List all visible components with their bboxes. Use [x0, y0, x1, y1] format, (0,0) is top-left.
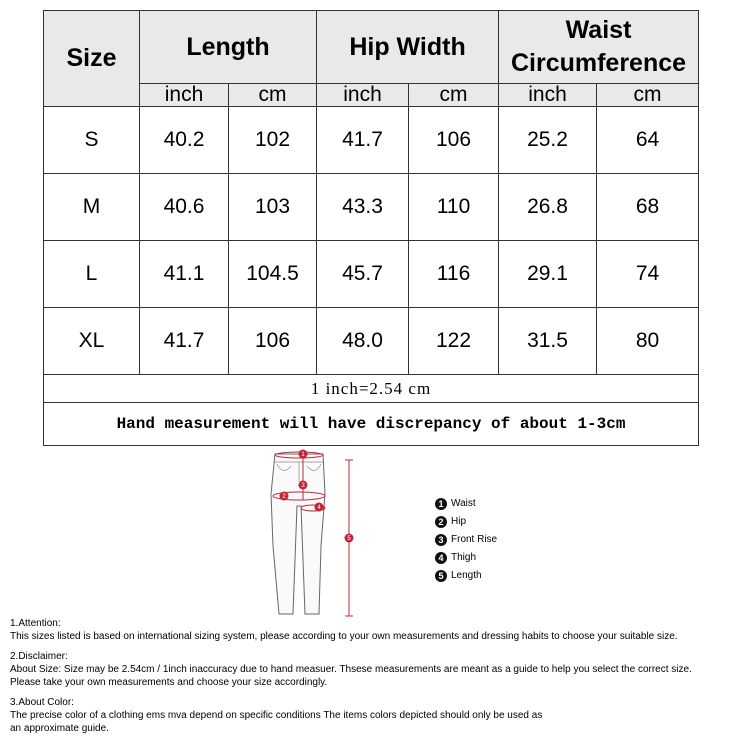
disclaimer-text: Please take your own measurements and choose your size accordingly.: [10, 677, 328, 688]
table-cell: 104.5: [229, 241, 317, 308]
attention-title: 1.Attention:: [10, 618, 61, 629]
length-header: Length: [140, 11, 317, 84]
table-row: [44, 241, 699, 308]
table-cell: 122: [409, 308, 499, 375]
attention-text: This sizes listed is based on international sizing system, please according to your own measurements and dressing habits to choose your suitable size.: [10, 631, 678, 642]
table-cell: 64: [597, 107, 699, 174]
table-cell: 31.5: [499, 308, 597, 375]
legend-item-thigh: [435, 549, 497, 567]
table-cell: 41.7: [317, 107, 409, 174]
marker-label: 1: [301, 452, 305, 458]
measurement-legend: [435, 495, 497, 585]
marker-label: 2: [282, 494, 286, 500]
table-cell: 41.1: [140, 241, 229, 308]
legend-label: Waist: [451, 498, 476, 509]
unit-label: cm: [597, 84, 699, 107]
number-5-icon: 5: [435, 570, 447, 582]
table-cell: 80: [597, 308, 699, 375]
table-cell: 106: [229, 308, 317, 375]
unit-label: inch: [499, 84, 597, 107]
table-row: [44, 107, 699, 174]
size-chart-table: [43, 10, 699, 446]
waist-header: Waist Circumference: [499, 11, 699, 84]
size-header: Size: [44, 11, 140, 107]
unit-label: inch: [317, 84, 409, 107]
table-cell: 68: [597, 174, 699, 241]
color-title: 3.About Color:: [10, 697, 74, 708]
table-cell: 74: [597, 241, 699, 308]
pants-diagram: [255, 446, 365, 620]
table-cell: 40.2: [140, 107, 229, 174]
measurement-note: Hand measurement will have discrepancy of about 1-3cm: [44, 403, 699, 446]
table-cell: 116: [409, 241, 499, 308]
unit-label: cm: [409, 84, 499, 107]
size-cell: XL: [44, 308, 140, 375]
legend-item-hip: [435, 513, 497, 531]
disclaimer-text: About Size: Size may be 2.54cm / 1inch inaccuracy due to hand measuer. Thsese measurements are meant as a guide to help you select the correct size.: [10, 664, 692, 675]
pants-illustration: [255, 446, 365, 620]
table-row: [44, 308, 699, 375]
table-cell: 45.7: [317, 241, 409, 308]
legend-item-front-rise: [435, 531, 497, 549]
table-cell: 48.0: [317, 308, 409, 375]
table-cell: 40.6: [140, 174, 229, 241]
table-row: [44, 174, 699, 241]
hip-width-header: Hip Width: [317, 11, 499, 84]
legend-label: Hip: [451, 516, 467, 527]
marker-label: 4: [317, 505, 321, 511]
size-cell: S: [44, 107, 140, 174]
legend-label: Length: [451, 570, 482, 581]
size-cell: L: [44, 241, 140, 308]
size-cell: M: [44, 174, 140, 241]
color-text: The precise color of a clothing ems mva depend on specific conditions The items colors depicted should only be used as: [10, 710, 543, 721]
table-cell: 25.2: [499, 107, 597, 174]
number-4-icon: 4: [435, 552, 447, 564]
unit-label: inch: [140, 84, 229, 107]
table-cell: 102: [229, 107, 317, 174]
notes-section: [10, 617, 745, 735]
disclaimer-title: 2.Disclaimer:: [10, 651, 68, 662]
number-1-icon: 1: [435, 498, 447, 510]
marker-label: 3: [301, 483, 305, 489]
legend-item-length: [435, 567, 497, 585]
table-cell: 110: [409, 174, 499, 241]
marker-label: 5: [347, 536, 351, 542]
color-text: an approximate guide.: [10, 723, 109, 734]
unit-label: cm: [229, 84, 317, 107]
number-2-icon: 2: [435, 516, 447, 528]
table-cell: 26.8: [499, 174, 597, 241]
table-cell: 41.7: [140, 308, 229, 375]
table-cell: 43.3: [317, 174, 409, 241]
conversion-note: 1 inch=2.54 cm: [44, 375, 699, 403]
table-cell: 29.1: [499, 241, 597, 308]
table-cell: 103: [229, 174, 317, 241]
legend-label: Thigh: [451, 552, 477, 563]
number-3-icon: 3: [435, 534, 447, 546]
table-cell: 106: [409, 107, 499, 174]
legend-label: Front Rise: [451, 534, 498, 545]
legend-item-waist: [435, 495, 497, 513]
